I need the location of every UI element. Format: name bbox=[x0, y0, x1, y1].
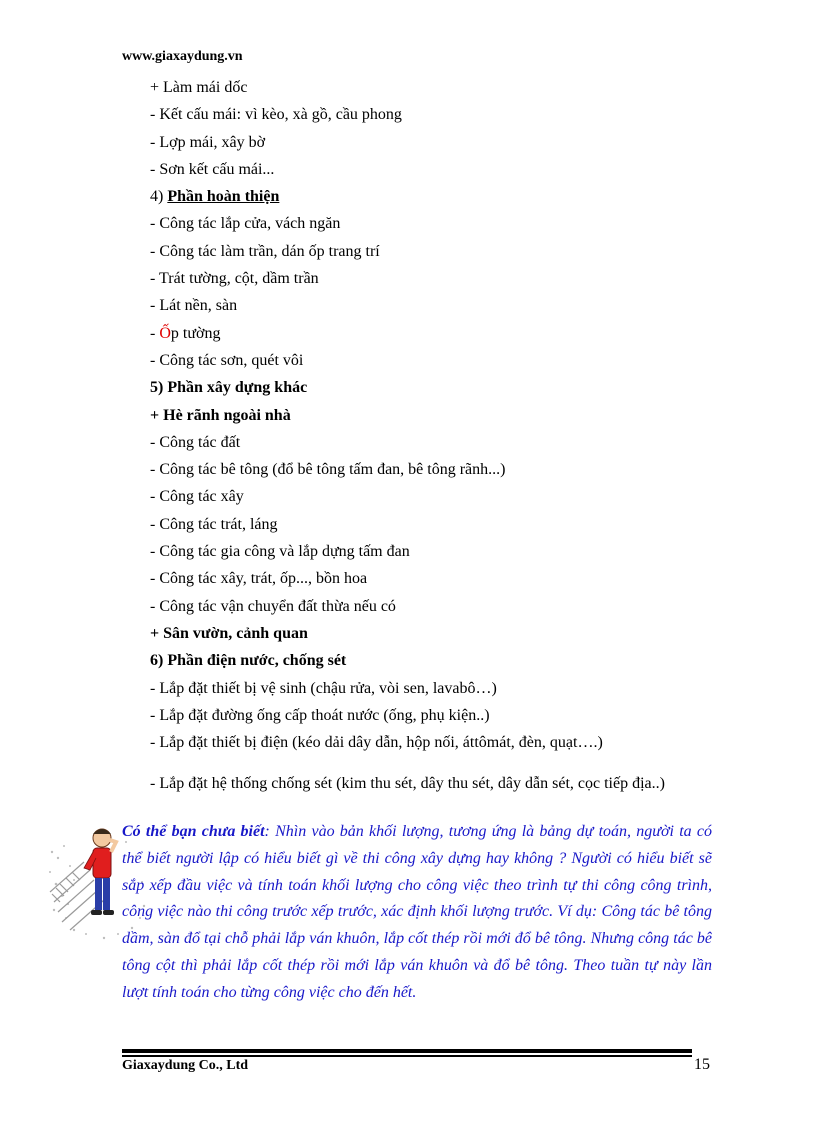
list-item: - Trát tường, cột, dầm trần bbox=[150, 270, 319, 288]
list-item: - Công tác trát, láng bbox=[150, 515, 278, 533]
list-item: - Công tác làm trần, dán ốp trang trí bbox=[150, 242, 380, 260]
list-dash: - bbox=[150, 324, 160, 342]
page-number: 15 bbox=[694, 1056, 710, 1073]
list-item: - Công tác sơn, quét vôi bbox=[150, 351, 304, 369]
list-item: - Công tác gia công và lắp dựng tấm đan bbox=[150, 543, 410, 561]
list-item: - Công tác bê tông (đổ bê tông tấm đan, bê tông rãnh...) bbox=[150, 461, 506, 479]
list-item: - Lắp đặt thiết bị vệ sinh (chậu rửa, vòi sen, lavabô…) bbox=[150, 679, 497, 697]
list-item: - Lát nền, sàn bbox=[150, 297, 238, 315]
subsection-heading: + Hè rãnh ngoài nhà bbox=[150, 406, 291, 424]
red-letter: Ố bbox=[159, 324, 171, 342]
list-item: - Kết cấu mái: vì kèo, xà gồ, cầu phong bbox=[150, 106, 402, 124]
list-item: - Công tác xây bbox=[150, 488, 244, 506]
list-item: - Lợp mái, xây bờ bbox=[150, 133, 266, 151]
list-item: - Lắp đặt thiết bị điện (kéo dải dây dẫn, hộp nối, áttômát, đèn, quạt….) bbox=[150, 734, 603, 752]
section-title: Phần hoàn thiện bbox=[167, 188, 280, 206]
list-item-text: p tường bbox=[170, 324, 221, 342]
list-item: - Công tác đất bbox=[150, 433, 241, 451]
list-item: - Lắp đặt đường ống cấp thoát nước (ống, phụ kiện..) bbox=[150, 706, 490, 724]
section-heading: 6) Phần điện nước, chống sét bbox=[150, 652, 347, 670]
tip-note bbox=[122, 819, 712, 1007]
list-item: - Sơn kết cấu mái... bbox=[150, 160, 275, 178]
last-list-paragraph: - Lắp đặt hệ thống chống sét (kim thu sét, dây thu sét, dây dẫn sét, cọc tiếp địa..) bbox=[150, 775, 665, 792]
tip-text: : Nhìn vào bản khối lượng, tương ứng là bảng dự toán, người ta có thể biết người lập có hiểu biết gì về thi công xây dựng hay không ? Người có hiểu biết sẽ sắp xếp đầu việc và tính toán khối lượng cho công việc theo trình tự thi công công trình, công việc nào thi công trước xếp trước, xác định khối lượng trước. Ví dụ: Công tác bê tông dầm, sàn đổ tại chỗ phải lắp ván khuôn, lắp cốt thép rồi mới đổ bê tông. Nhưng công tác bê tông cột thì phải lắp cốt thép rồi mới lắp ván khuôn và đổ bê tông. Theo tuần tự này lần lượt tính toán cho từng công việc cho đến hết. bbox=[122, 823, 712, 1001]
section-heading bbox=[150, 183, 710, 210]
list-item: - Công tác lắp cửa, vách ngăn bbox=[150, 215, 341, 233]
list-item bbox=[150, 320, 710, 347]
footer-rule-thick bbox=[122, 1049, 692, 1053]
list-item: + Làm mái dốc bbox=[150, 79, 248, 96]
header-url: www.giaxaydung.vn bbox=[122, 49, 243, 64]
list-item: - Công tác xây, trát, ốp..., bồn hoa bbox=[150, 570, 368, 588]
subsection-heading: + Sân vườn, cảnh quan bbox=[150, 624, 308, 642]
work-item-list bbox=[150, 74, 710, 756]
section-heading: 5) Phần xây dựng khác bbox=[150, 379, 308, 397]
list-item: - Công tác vận chuyển đất thừa nếu có bbox=[150, 597, 396, 615]
footer-rule-thin bbox=[122, 1055, 692, 1057]
tip-lead: Có thể bạn chưa biết bbox=[122, 823, 265, 840]
section-number: 4) bbox=[150, 188, 168, 206]
footer-company: Giaxaydung Co., Ltd bbox=[122, 1058, 249, 1073]
